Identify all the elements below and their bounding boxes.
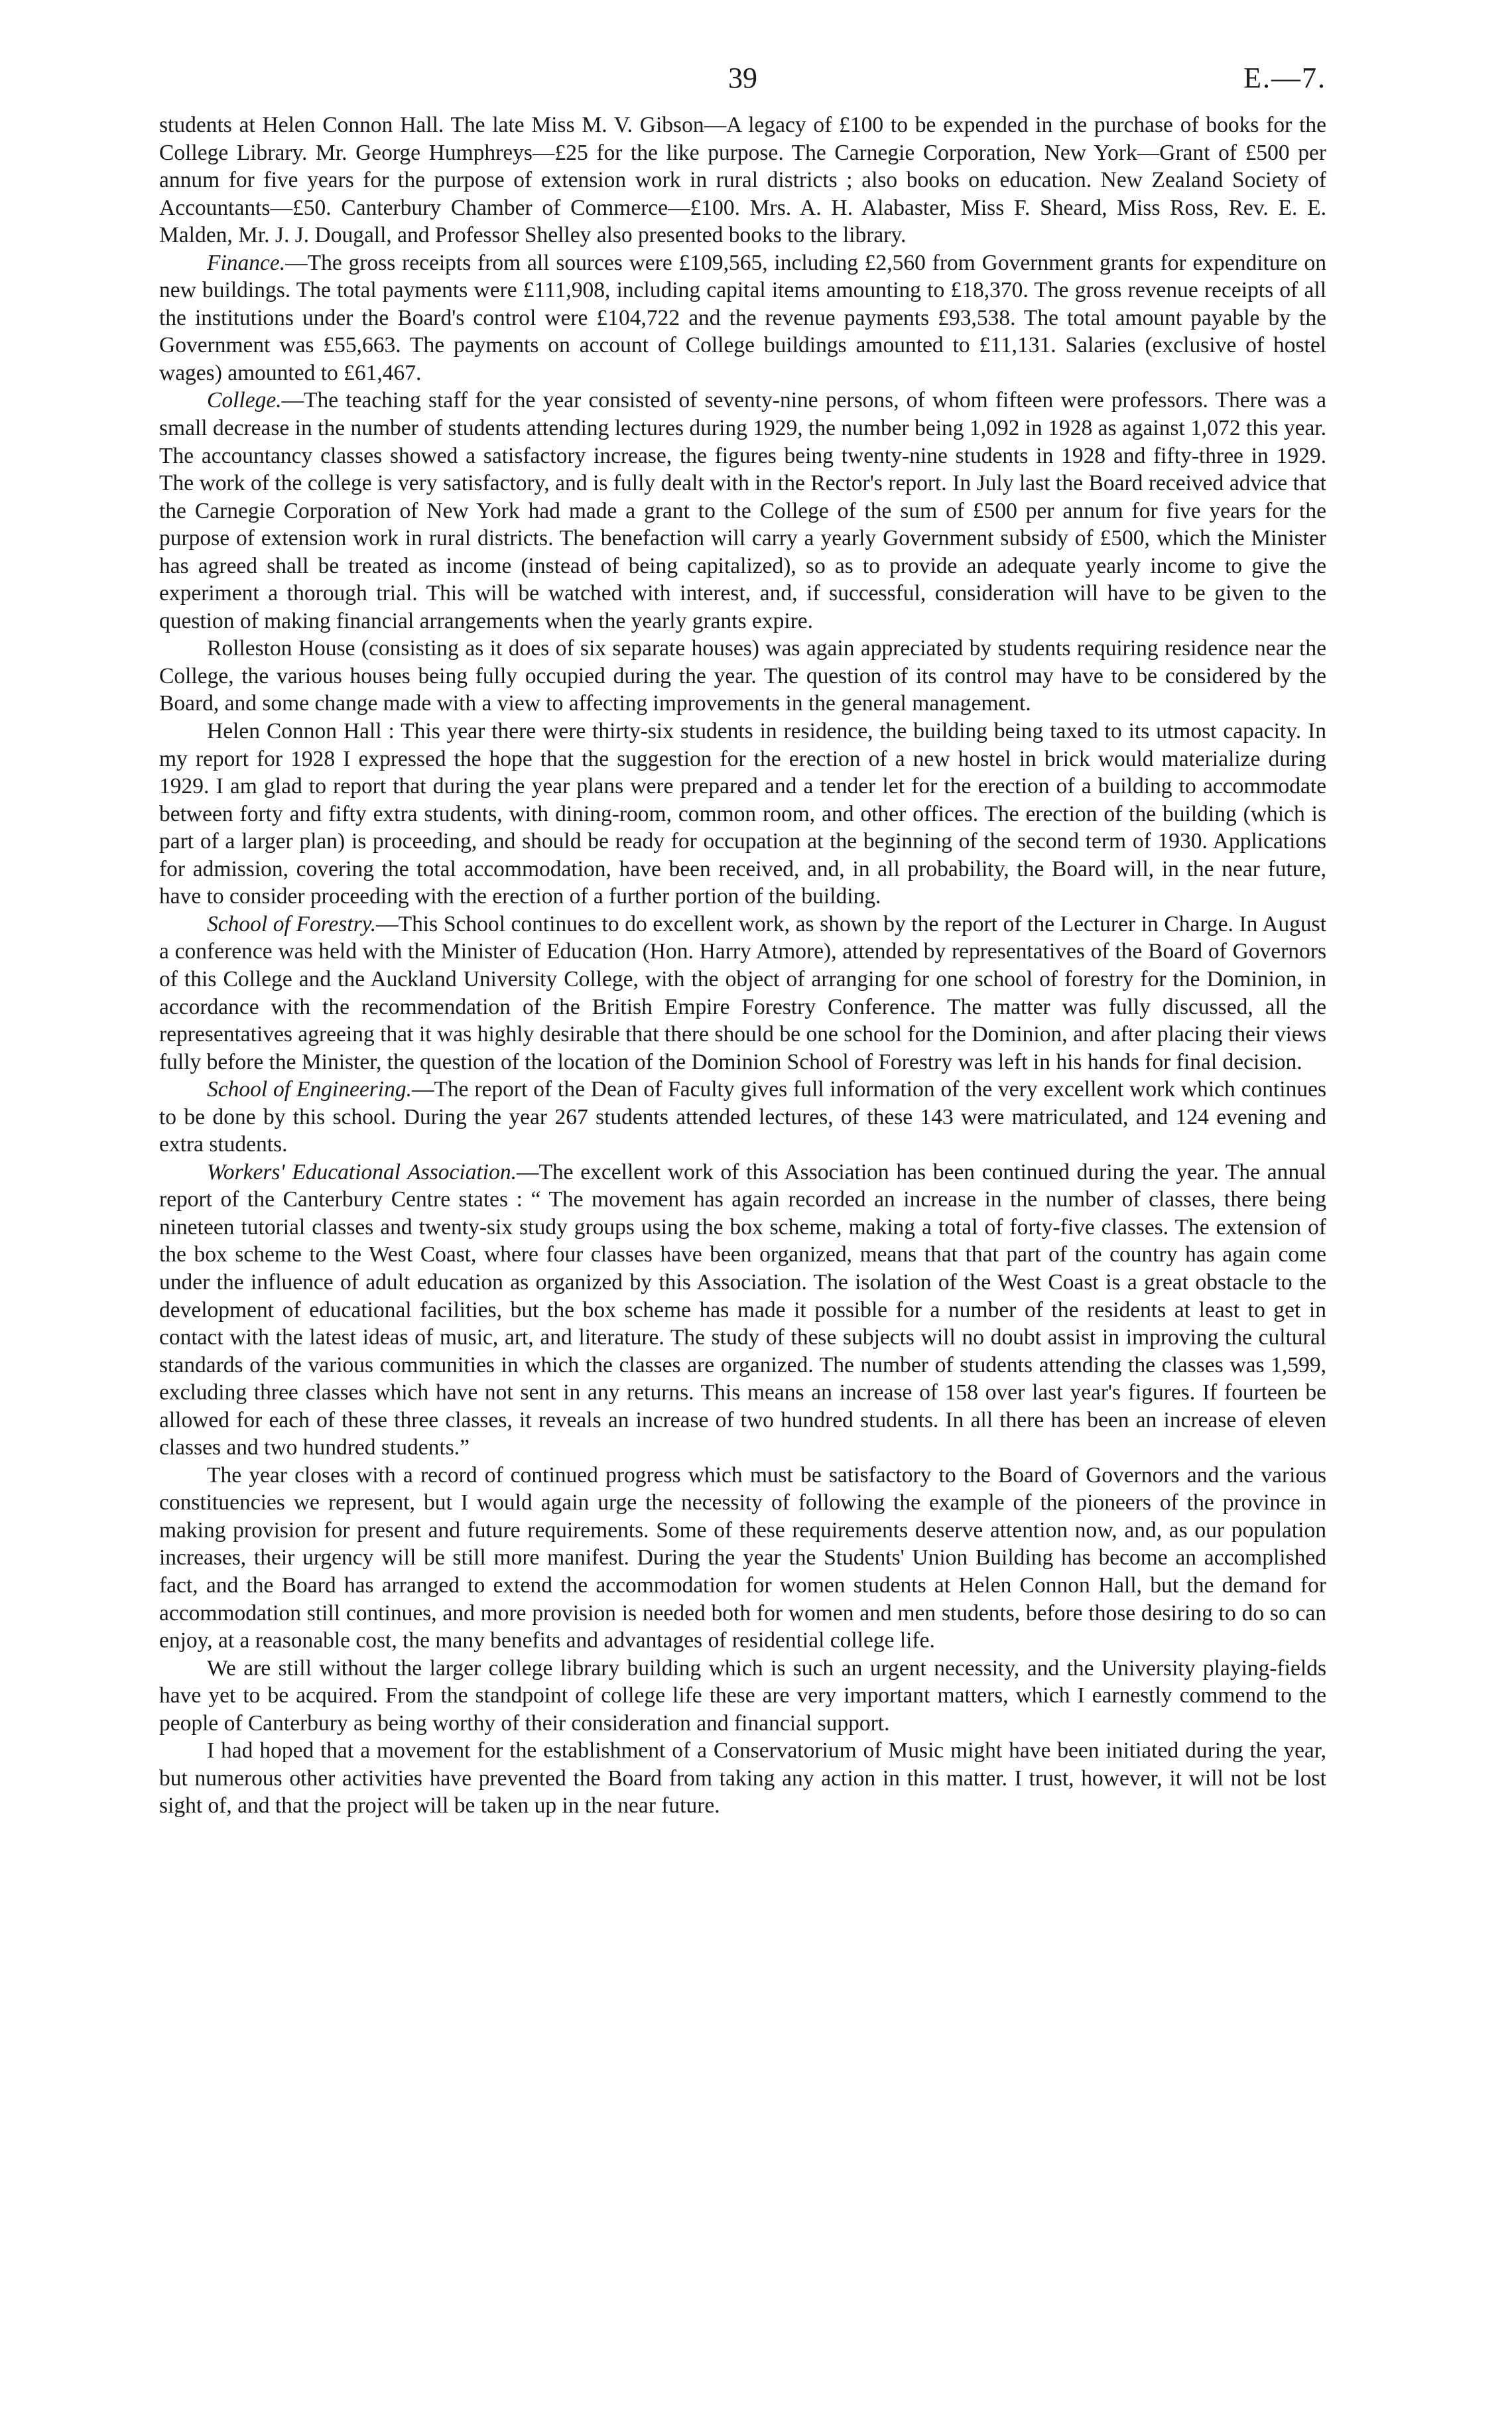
paragraph-heading: Workers' Educational Association. bbox=[207, 1159, 517, 1184]
paragraph-text: Helen Connon Hall : This year there were thirty-six students in residence, the building being taxed to its utmost capacity. In my report for 1928 I expressed the hope that the suggestion for the erection of a new hostel in brick would materialize during 1929. I am glad to report that during the year plans were prepared and a tender let for the erection of a building to accommodate between forty and fifty extra students, with dining-room, common room, and other offices. The erection of the building (which is part of a larger plan) is proceeding, and should be ready for occupation at the beginning of the second term of 1930. Applications for admission, covering the total accommodation, have been received, and, in all probability, the Board will, in the near future, have to consider proceeding with the erection of a further portion of the building. bbox=[159, 719, 1326, 909]
paragraph-text: —The gross receipts from all sources were £109,565, including £2,560 from Government grants for expenditure on new buildings. The total payments were £111,908, including capital items amounting to £18,370. The gross revenue receipts of all the institutions under the Board's control were £104,722 and the revenue payments £93,538. The total amount payable by the Government was £55,663. The payments on account of College buildings amounted to £11,131. Salaries (exclusive of hostel wages) amounted to £61,467. bbox=[159, 250, 1326, 385]
paragraph-text: students at Helen Connon Hall. The late Miss M. V. Gibson—A legacy of £100 to be expended in the purchase of books for the College Library. Mr. George Humphreys—£25 for the like purpose. The Carnegie Corporation, New York—Grant of £500 per annum for five years for the purpose of extension work in rural districts ; also books on education. New Zealand Society of Accountants—£50. Canterbury Chamber of Commerce—£100. Mrs. A. H. Alabaster, Miss F. Sheard, Miss Ross, Rev. E. E. Malden, Mr. J. J. Dougall, and Professor Shelley also presented books to the library. bbox=[159, 113, 1326, 248]
paragraph-text: —The teaching staff for the year consisted of seventy-nine persons, of whom fifteen were professors. There was a small decrease in the number of students attending lectures during 1929, the number being 1,092 in 1928 as against 1,072 this year. The accountancy classes showed a satisfactory increase, the figures being twenty-nine students in 1928 and fifty-three in 1929. The work of the college is very satisfactory, and is fully dealt with in the Rector's report. In July last the Board received advice that the Carnegie Corporation of New York had made a grant to the College of the sum of £500 per annum for five years for the purpose of extension work in rural districts. The benefaction will carry a yearly Government subsidy of £500, which the Minister has agreed shall be treated as income (instead of being capitalized), so as to provide an adequate yearly income to give the experiment a thorough trial. This will be watched with interest, and, if successful, consideration will have to be given to the question of making financial arrangements when the yearly grants expire. bbox=[159, 388, 1326, 633]
paragraph-rolleston-house bbox=[159, 635, 1326, 718]
paragraph-heading: Finance. bbox=[207, 250, 286, 275]
paragraph-workers-educational-association bbox=[159, 1159, 1326, 1462]
paragraph-library-building bbox=[159, 1655, 1326, 1738]
paragraph-school-of-engineering bbox=[159, 1076, 1326, 1159]
paragraph-helen-connon-hall bbox=[159, 718, 1326, 911]
series-reference: E.—7. bbox=[1243, 62, 1326, 94]
report-body bbox=[159, 111, 1326, 1820]
paragraph-text: —The excellent work of this Association has been continued during the year. The annual report of the Canterbury Centre states : “ The movement has again recorded an increase in the number of classes, there being nineteen tutorial classes and twenty-six study groups using the box scheme, making a total of forty-five classes. The extension of the box scheme to the West Coast, where four classes have been organized, means that that part of the country has again come under the influence of adult education as organized by this Association. The isolation of the West Coast is a great obstacle to the development of educational facilities, but the box scheme has made it possible for a number of the residents at least to get in contact with the latest ideas of music, art, and literature. The study of these subjects will no doubt assist in improving the cultural standards of the various communities in which the classes are organized. The number of students attending the classes was 1,599, excluding three classes which have not sent in any returns. This means an increase of 158 over last year's figures. If fourteen be allowed for each of these three classes, it reveals an increase of two hundred students. In all there has been an increase of eleven classes and two hundred students.” bbox=[159, 1159, 1326, 1460]
paragraph-college bbox=[159, 387, 1326, 635]
paragraph-school-of-forestry bbox=[159, 911, 1326, 1076]
paragraph-conservatorium bbox=[159, 1737, 1326, 1820]
paragraph-finance bbox=[159, 249, 1326, 387]
paragraph-text: —This School continues to do excellent work, as shown by the report of the Lecturer in Charge. In August a conference was held with the Minister of Education (Hon. Harry Atmore), attended by representatives of the Board of Governors of this College and the Auckland University College, with the object of arranging for one school of forestry for the Dominion, in accordance with the recommendation of the British Empire Forestry Conference. The matter was fully discussed, all the representatives agreeing that it was highly desirable that there should be one school for the Dominion, and after placing their views fully before the Minister, the question of the location of the Dominion School of Forestry was left in his hands for final decision. bbox=[159, 911, 1326, 1074]
paragraph-donations bbox=[159, 111, 1326, 249]
paragraph-text: Rolleston House (consisting as it does of six separate houses) was again appreciated by students requiring residence near the College, the various houses being fully occupied during the year. The question of its control may have to be considered by the Board, and some change made with a view to affecting improvements in the general management. bbox=[159, 636, 1326, 716]
paragraph-heading: College. bbox=[207, 388, 282, 413]
paragraph-heading: School of Engineering. bbox=[207, 1077, 412, 1102]
paragraph-text: I had hoped that a movement for the establishment of a Conservatorium of Music might have been initiated during the year, but numerous other activities have prevented the Board from taking any action in this matter. I trust, however, it will not be lost sight of, and that the project will be taken up in the near future. bbox=[159, 1738, 1326, 1819]
paragraph-year-closes bbox=[159, 1462, 1326, 1655]
page-number: 39 bbox=[728, 62, 757, 94]
paragraph-text: The year closes with a record of continued progress which must be satisfactory to the Board of Governors and the various constituencies we represent, but I would again urge the necessity of following the example of the pioneers of the province in making provision for present and future requirements. Some of these requirements deserve attention now, and, as our population increases, their urgency will be still more manifest. During the year the Students' Union Building has become an accomplished fact, and the Board has arranged to extend the accommodation for women students at Helen Connon Hall, but the demand for accommodation still continues, and more provision is needed both for women and men students, before those desiring to do so can enjoy, at a reasonable cost, the many benefits and advantages of residential college life. bbox=[159, 1462, 1326, 1653]
paragraph-text: —The report of the Dean of Faculty gives full information of the very excellent work which continues to be done by this school. During the year 267 students attended lectures, of these 143 were matriculated, and 124 evening and extra students. bbox=[159, 1077, 1326, 1157]
paragraph-text: We are still without the larger college library building which is such an urgent necessity, and the University playing-fields have yet to be acquired. From the standpoint of college life these are very important matters, which I earnestly commend to the people of Canterbury as being worthy of their consideration and financial support. bbox=[159, 1655, 1326, 1736]
paragraph-heading: School of Forestry. bbox=[207, 911, 377, 936]
page-header bbox=[159, 61, 1326, 101]
